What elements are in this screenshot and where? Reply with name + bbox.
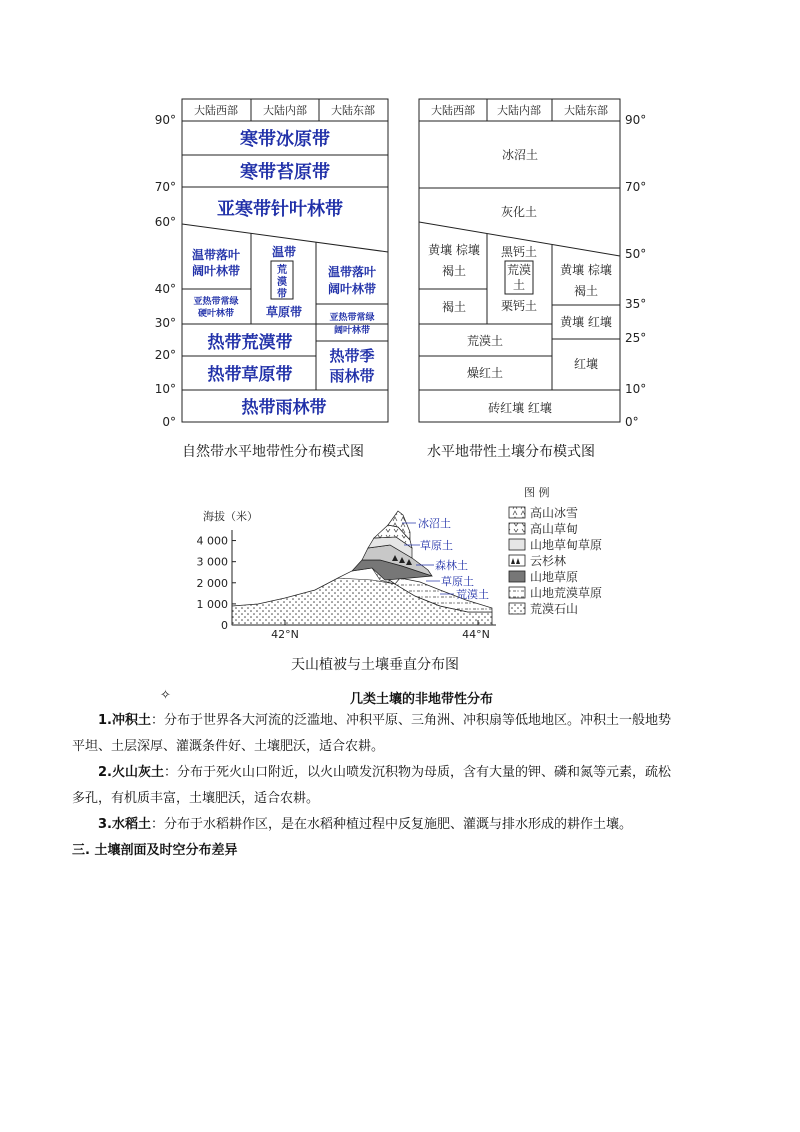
item-term: 火山灰土 <box>111 765 164 780</box>
lat-label: 10° <box>154 382 176 396</box>
diamond-icon: ✧ <box>160 688 171 703</box>
lat-label: 0° <box>625 415 639 426</box>
soil-desert-box: 荒漠 <box>506 263 532 277</box>
x-tick-42N: 42°N <box>271 628 299 640</box>
item-num: 1. <box>98 713 112 728</box>
zone-temperate-forest-w: 温带落叶 <box>191 248 241 262</box>
legend-label: 荒漠石山 <box>530 602 579 616</box>
soil-red: 红壤 <box>573 357 599 371</box>
zone-tropical-monsoon: 雨林带 <box>329 367 375 385</box>
x-tick-44N: 44°N <box>462 628 490 640</box>
zone-temperate-forest-e: 温带落叶 <box>327 265 377 279</box>
lat-label: 30° <box>154 316 176 330</box>
soil-podzol: 灰化土 <box>500 205 538 219</box>
item-num: 2. <box>98 765 112 780</box>
zone-desert-box: 带 <box>277 289 287 300</box>
soil-desert-box: 土 <box>512 278 526 292</box>
zone-tropical-monsoon: 热带季 <box>329 347 375 365</box>
soil-label-steppe: 草原土 <box>420 539 453 552</box>
legend-swatch <box>509 571 525 582</box>
lat-label: 60° <box>154 215 176 229</box>
zone-tropical-rainforest: 热带雨林带 <box>241 398 327 418</box>
header-inland: 大陆内部 <box>263 104 307 117</box>
lat-label: 0° <box>162 415 176 426</box>
paragraph-paddy <box>72 812 732 838</box>
zone-temperate-label: 温带 <box>271 245 297 259</box>
paragraph-volcanic <box>72 760 732 812</box>
soil-label-forest: 森林土 <box>435 559 468 572</box>
natural-zone-diagram <box>140 96 400 426</box>
zone-desert-box: 荒 <box>277 265 287 276</box>
item-text: ：分布于死火山口附近，以火山喷发沉积物为母质，含有大量的钾、磷和氮等元素，疏松 <box>164 765 672 780</box>
zone-temperate-forest-w: 阔叶林带 <box>191 264 241 278</box>
zone-subtropical-evergreen: 亚热带常绿 <box>329 313 375 323</box>
zone-tropical-savanna: 热带草原带 <box>207 365 293 385</box>
soil-east-mid: 黄壤 棕壤 <box>560 263 612 277</box>
item-term: 水稻土 <box>111 817 151 832</box>
lat-label: 50° <box>625 247 647 261</box>
y-tick-label: 0 <box>221 619 228 632</box>
paragraph-alluvial <box>72 708 732 760</box>
y-tick-label: 4 000 <box>196 534 228 548</box>
soil-label-steppe2: 草原土 <box>441 575 474 588</box>
y-axis-title: 海拔（米） <box>203 510 258 523</box>
y-tick-label: 3 000 <box>196 555 228 569</box>
soil-east-low: 黄壤 红壤 <box>560 315 612 329</box>
tianshan-caption: 天山植被与土壤垂直分布图 <box>291 657 459 673</box>
zone-steppe: 草原带 <box>265 305 303 319</box>
header-east: 大陆东部 <box>564 104 608 117</box>
item-text: ：分布于世界各大河流的泛滥地、冲积平原、三角洲、冲积扇等低地地区。冲积土一般地势 <box>151 713 672 728</box>
soil-west-mid: 褐土 <box>441 264 467 278</box>
item-num: 3. <box>98 817 112 832</box>
lat-label: 10° <box>625 382 647 396</box>
header-inland: 大陆内部 <box>497 104 541 117</box>
lat-label: 35° <box>625 297 647 311</box>
y-tick-label: 2 000 <box>196 576 228 590</box>
legend-label: 山地草原 <box>530 570 579 584</box>
soil-latosol: 砖红壤 红壤 <box>488 401 552 415</box>
soil-desert: 荒漠土 <box>466 334 504 348</box>
tianshan-profile-chart <box>195 480 615 640</box>
zone-temperate-forest-e: 阔叶林带 <box>327 282 377 296</box>
zone-desert-box: 漠 <box>277 277 287 288</box>
legend-title: 图 例 <box>524 486 550 499</box>
item-text: 多孔，有机质丰富，土壤肥沃，适合农耕。 <box>72 791 320 806</box>
y-tick-label: 1 000 <box>196 597 228 611</box>
zone-ice-cap: 寒带冰原带 <box>240 129 330 150</box>
header-west: 大陆西部 <box>194 104 238 117</box>
lat-label: 70° <box>625 180 647 194</box>
soil-chernozem: 黑钙土 <box>500 245 538 259</box>
legend-label: 山地草甸草原 <box>530 538 603 552</box>
legend-swatch <box>509 523 525 534</box>
soil-west-mid: 黄壤 棕壤 <box>428 243 480 257</box>
item-text: ：分布于水稻耕作区，是在水稻种植过程中反复施肥、灌溉与排水形成的耕作土壤。 <box>151 817 633 832</box>
lat-label: 40° <box>154 282 176 296</box>
soil-label-tundra: 冰沼土 <box>418 517 451 530</box>
legend-label: 山地荒漠草原 <box>530 586 603 600</box>
item-term: 冲积土 <box>111 713 151 728</box>
lat-label: 20° <box>154 348 176 362</box>
zone-taiga: 亚寒带针叶林带 <box>217 199 343 220</box>
legend-label: 云杉林 <box>530 554 567 568</box>
item-text: 平坦、土层深厚、灌溉条件好、土壤肥沃，适合农耕。 <box>72 739 385 754</box>
section-heading-3: 三. 土壤剖面及时空分布差异 <box>72 843 238 858</box>
zone-subtropical-evergreen: 阔叶林带 <box>333 326 371 336</box>
right-fig-caption: 水平地带性土壤分布模式图 <box>427 444 595 460</box>
soil-chestnut: 栗钙土 <box>500 299 538 313</box>
soil-label-desert: 荒漠土 <box>456 588 489 601</box>
zone-tundra: 寒带苔原带 <box>240 162 330 183</box>
legend-swatch <box>509 603 525 614</box>
zone-tropical-desert: 热带荒漠带 <box>207 333 293 353</box>
soil-dry-red: 燥红土 <box>466 366 504 380</box>
zone-mediterranean: 硬叶林带 <box>197 309 235 319</box>
soil-cinnamon: 褐土 <box>441 300 467 314</box>
legend-swatch <box>509 555 525 566</box>
zone-mediterranean: 亚热带常绿 <box>193 297 239 307</box>
legend-swatch <box>509 507 525 518</box>
lat-label: 90° <box>625 113 647 127</box>
lat-label: 25° <box>625 331 647 345</box>
legend-label: 高山草甸 <box>530 522 579 536</box>
header-west: 大陆西部 <box>431 104 475 117</box>
legend-swatch <box>509 539 525 550</box>
soil-zone-diagram <box>410 96 655 426</box>
left-fig-caption: 自然带水平地带性分布模式图 <box>182 444 364 460</box>
soil-east-mid: 褐土 <box>573 284 599 298</box>
lat-label: 90° <box>154 113 176 127</box>
legend-label: 高山冰雪 <box>530 506 579 520</box>
soil-tundra: 冰沼土 <box>501 148 539 162</box>
lat-label: 70° <box>154 180 176 194</box>
legend-swatch <box>509 587 525 598</box>
header-east: 大陆东部 <box>331 104 375 117</box>
